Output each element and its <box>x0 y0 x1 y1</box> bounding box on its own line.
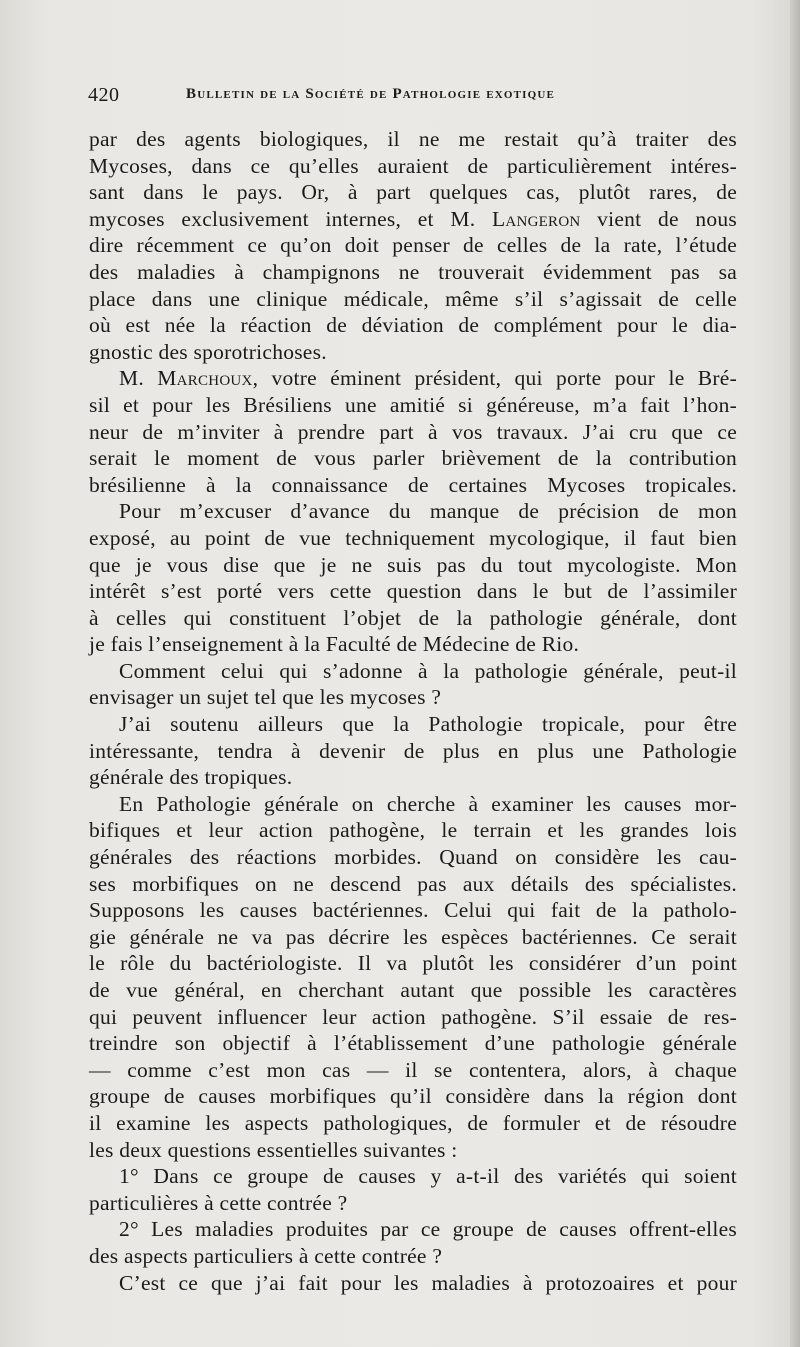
text-line: En Pathologie générale on cherche à examiner les causes mor- <box>119 791 737 816</box>
text-line: qui peuvent influencer leur action pathogène. S’il essaie de res- <box>89 1004 737 1029</box>
text-line: sil et pour les Brésiliens une amitié si généreuse, m’a fait l’hon- <box>89 392 737 417</box>
text-fragment: , votre éminent président, qui porte pour le Bré- <box>252 366 737 391</box>
text-fragment: mycoses exclusivement internes, et M. <box>89 206 493 231</box>
text-line: que je vous dise que je ne suis pas du tout mycologiste. Mon <box>89 552 737 577</box>
text-line: bifiques et leur action pathogène, le terrain et les grandes lois <box>89 818 737 843</box>
text-line: générale des tropiques. <box>89 765 293 790</box>
text-line <box>89 365 737 392</box>
body-text <box>89 126 737 1296</box>
text-line: serait le moment de vous parler brièvement de la contribution <box>89 446 737 471</box>
text-line: de vue général, en cherchant autant que possible les caractères <box>89 978 737 1002</box>
text-line: des maladies à champignons ne trouverait évidemment pas sa <box>89 259 737 284</box>
text-line: neur de m’inviter à prendre part à vos travaux. J’ai cru que ce <box>89 419 737 444</box>
text-line: groupe de causes morbifiques qu’il considère dans la région dont <box>89 1084 737 1109</box>
page-edge <box>790 0 800 1347</box>
text-line: place dans une clinique médicale, même s’il s’agissait de celle <box>89 286 737 311</box>
text-line: particulières à cette contrée ? <box>89 1190 348 1215</box>
text-line: J’ai soutenu ailleurs que la Pathologie tropicale, pour être <box>119 712 737 737</box>
text-line: Pour m’excuser d’avance du manque de précision de mon <box>119 499 737 524</box>
text-line: C’est ce que j’ai fait pour les maladies à protozoaires et pour <box>119 1270 737 1295</box>
text-line: intéressante, tendra à devenir de plus en plus une Pathologie <box>89 738 737 763</box>
text-line: 2° Les maladies produites par ce groupe de causes offrent-elles <box>119 1217 737 1242</box>
text-line: intérêt s’est porté vers cette question dans le but de l’assimiler <box>89 579 737 604</box>
page-number: 420 <box>88 84 120 106</box>
running-title: Bulletin de la Société de Pathologie exotique <box>186 86 556 102</box>
text-line: générales des réactions morbides. Quand on considère les cau- <box>89 845 737 870</box>
text-line: treindre son objectif à l’établissement d’une pathologie générale <box>89 1031 737 1056</box>
text-line: sant dans le pays. Or, à part quelques cas, plutôt rares, de <box>89 180 737 205</box>
text-line: brésilienne à la connaissance de certaines Mycoses tropicales. <box>89 472 737 497</box>
text-line: à celles qui constituent l’objet de la pathologie générale, dont <box>89 605 737 630</box>
text-line: gnostic des sporotrichoses. <box>89 339 327 364</box>
text-line <box>89 206 737 233</box>
text-line: ses morbifiques on ne descend pas aux détails des spécialistes. <box>89 871 737 896</box>
text-line: où est née la réaction de déviation de complément pour le dia- <box>89 313 737 338</box>
text-line: dire récemment ce qu’on doit penser de celles de la rate, l’étude <box>89 233 737 258</box>
author-name-langeron: Langeron <box>492 206 581 231</box>
text-line: exposé, au point de vue techniquement mycologique, il faut bien <box>89 525 737 550</box>
text-line: il examine les aspects pathologiques, de formuler et de résoudre <box>89 1110 737 1135</box>
text-line: envisager un sujet tel que les mycoses ? <box>89 685 442 710</box>
text-line: des aspects particuliers à cette contrée ? <box>89 1243 443 1268</box>
text-line: par des agents biologiques, il ne me restait qu’à traiter des <box>89 127 737 151</box>
text-line: gie générale ne va pas décrire les espèces bactériennes. Ce serait <box>89 924 737 949</box>
text-line: Supposons les causes bactériennes. Celui qui fait de la patholo- <box>89 898 737 923</box>
page-header <box>88 84 738 114</box>
author-name-marchoux: Marchoux <box>157 366 253 391</box>
text-fragment: M. <box>119 366 158 391</box>
text-fragment: vient de nous <box>580 206 737 231</box>
text-line: — comme c’est mon cas — il se contentera, alors, à chaque <box>89 1057 737 1082</box>
text-line: Comment celui qui s’adonne à la pathologie générale, peut-il <box>119 658 737 683</box>
text-line: 1° Dans ce groupe de causes y a-t-il des variétés qui soient <box>119 1164 737 1189</box>
text-line: Mycoses, dans ce qu’elles auraient de particulièrement intéres- <box>89 153 737 178</box>
text-line: les deux questions essentielles suivantes : <box>89 1137 458 1162</box>
text-line: le rôle du bactériologiste. Il va plutôt les considérer d’un point <box>89 951 737 976</box>
text-line: je fais l’enseignement à la Faculté de Médecine de Rio. <box>89 632 580 657</box>
